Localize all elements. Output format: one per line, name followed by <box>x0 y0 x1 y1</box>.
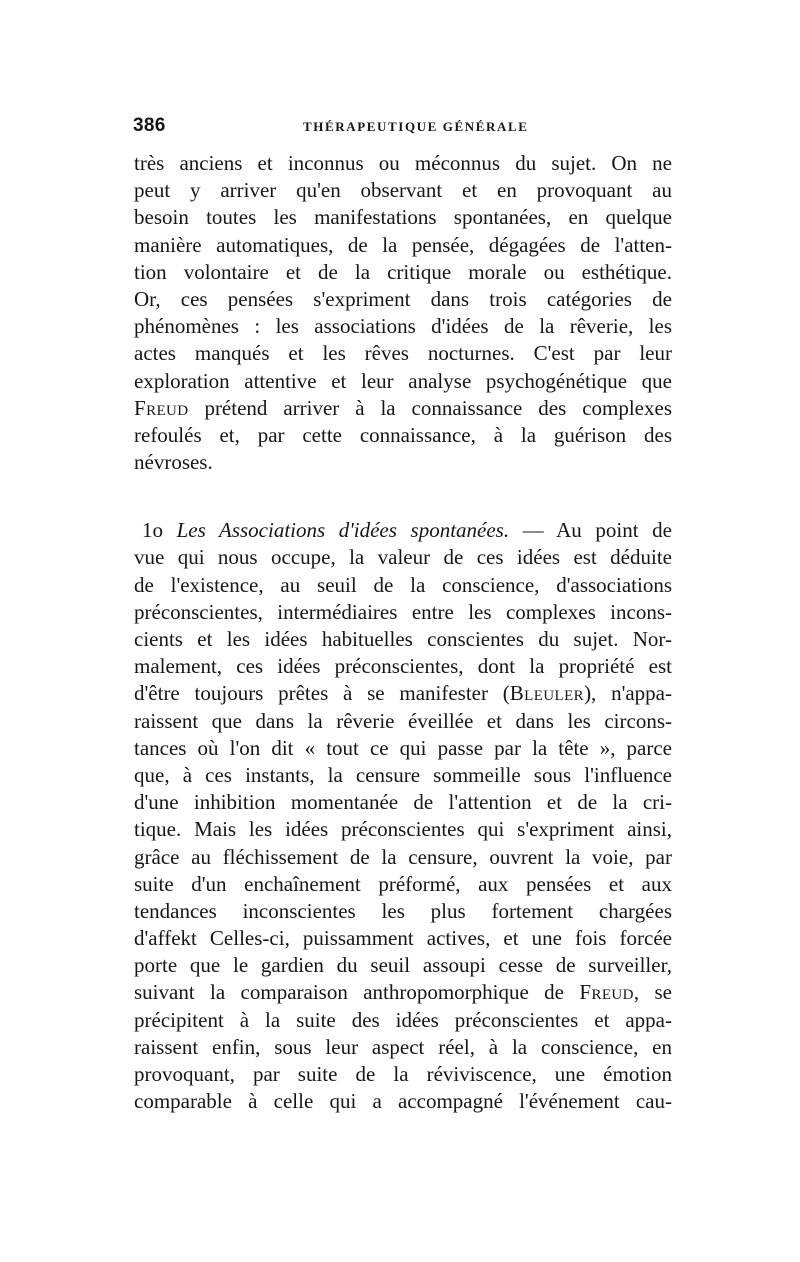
text-line: tendances inconscientes les plus fortement chargées <box>134 898 672 923</box>
text-line: provoquant, par suite de la réviviscence, une émotion <box>134 1062 672 1086</box>
text-fragment: ), n'appa- <box>584 681 672 706</box>
author-name-freud: Freud <box>579 980 634 1005</box>
page-number: 386 <box>133 115 166 136</box>
text-line: de l'existence, au seuil de la conscience, d'associations <box>134 572 672 597</box>
text-fragment: — Au point de <box>509 518 672 543</box>
text-line: vue qui nous occupe, la valeur de ces idées est déduite <box>134 545 672 570</box>
text-line: cients et les idées habituelles conscientes du sujet. Nor- <box>134 627 672 651</box>
text-line <box>134 979 672 1006</box>
text-line: précipitent à la suite des idées préconscientes et appa- <box>134 1007 672 1032</box>
text-line: porte que le gardien du seuil assoupi cesse de surveiller, <box>134 953 672 978</box>
text-line: raissent que dans la rêverie éveillée et dans les circons- <box>134 708 672 733</box>
text-fragment: suivant la comparaison anthropomorphique de <box>134 980 580 1005</box>
text-line: grâce au fléchissement de la censure, ouvrent la voie, par <box>134 844 672 869</box>
text-line: suite d'un enchaînement préformé, aux pensées et aux <box>134 871 672 896</box>
text-line <box>134 395 672 422</box>
text-line: névroses. <box>134 450 213 475</box>
section-title: Les Associations d'idées spontanées. <box>176 518 510 543</box>
text-line: peut y arriver qu'en observant et en provoquant au <box>134 178 672 203</box>
text-line <box>134 680 672 707</box>
text-fragment: prétend arriver à la connaissance des complexes <box>188 395 672 420</box>
text-line: refoulés et, par cette connaissance, à la guérison des <box>134 422 672 447</box>
text-line: malement, ces idées préconscientes, dont la propriété est <box>134 654 672 679</box>
text-line: comparable à celle qui a accompagné l'événement cau- <box>134 1089 672 1114</box>
running-head <box>133 113 673 143</box>
body-text <box>134 150 672 1115</box>
text-line: préconscientes, intermédiaires entre les complexes incons- <box>134 599 672 624</box>
text-line: actes manqués et les rêves nocturnes. C'est par leur <box>134 341 672 366</box>
text-fragment: , se <box>633 980 672 1005</box>
paragraph-gap <box>134 476 672 517</box>
text-line: besoin toutes les manifestations spontanées, en quelque <box>134 205 672 230</box>
section-heading-line <box>134 517 672 544</box>
text-line: d'affekt Celles-ci, puissamment actives, et une fois forcée <box>134 926 672 951</box>
text-line: exploration attentive et leur analyse psychogénétique que <box>134 368 672 393</box>
text-line: raissent enfin, sous leur aspect réel, à la conscience, en <box>134 1034 672 1059</box>
author-name-bleuler: Bleuler <box>509 681 585 706</box>
author-name-freud: Freud <box>134 395 189 420</box>
text-line: très anciens et inconnus ou méconnus du sujet. On ne <box>134 151 672 175</box>
paragraph-2 <box>134 517 672 1115</box>
text-line: tances où l'on dit « tout ce qui passe par la tête », parce <box>134 735 672 760</box>
text-line: tion volontaire et de la critique morale ou esthétique. <box>134 259 672 284</box>
text-line: d'une inhibition momentanée de l'attention et de la cri- <box>134 790 672 815</box>
text-line: Or, ces pensées s'expriment dans trois catégories de <box>134 286 672 311</box>
text-line: que, à ces instants, la censure sommeille sous l'influence <box>134 762 672 787</box>
text-line: tique. Mais les idées préconscientes qui s'expriment ainsi, <box>134 817 672 842</box>
running-title: THÉRAPEUTIQUE GÉNÉRALE <box>303 119 529 134</box>
text-fragment: d'être toujours prêtes à se manifester ( <box>134 681 510 706</box>
section-number: 1o <box>142 518 177 543</box>
text-line: phénomènes : les associations d'idées de la rêverie, les <box>134 314 672 339</box>
text-line: manière automatiques, de la pensée, dégagées de l'atten- <box>134 232 672 257</box>
paragraph-1 <box>134 150 672 476</box>
